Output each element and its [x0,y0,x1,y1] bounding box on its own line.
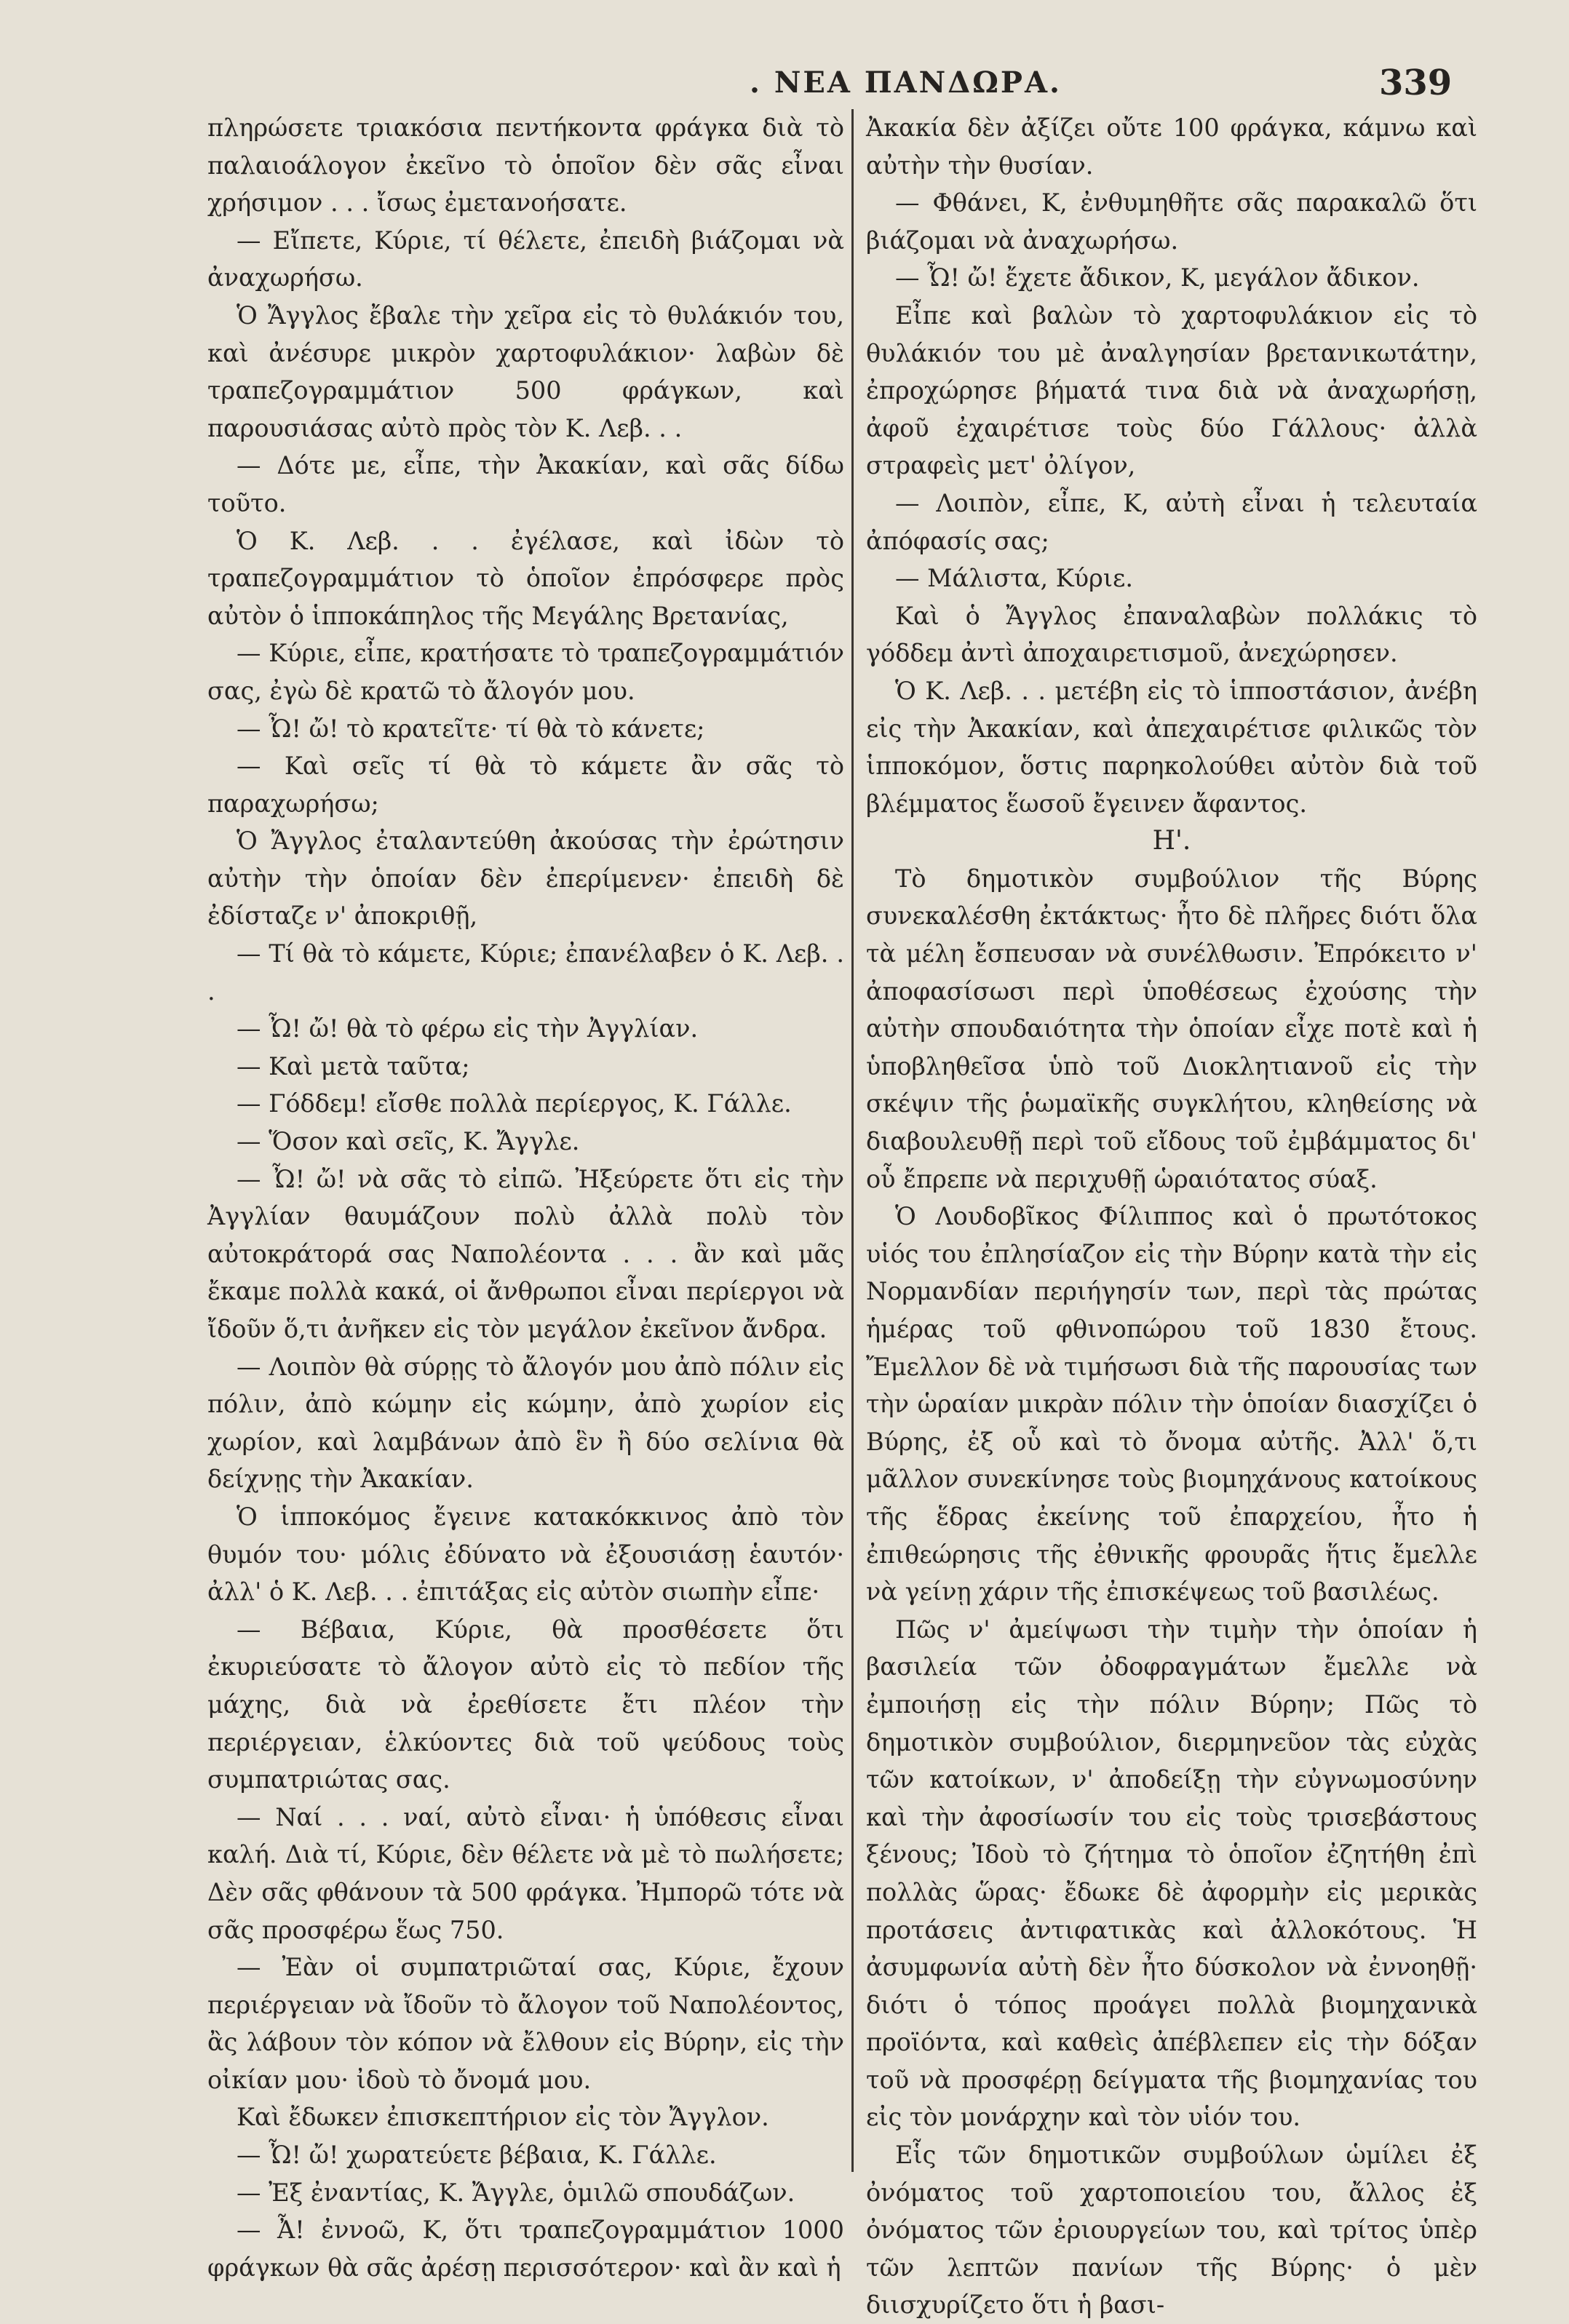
paragraph: Ὁ Κ. Λεβ. . . μετέβη εἰς τὸ ἱπποστάσιον, ἀνέβη εἰς τὴν Ἀκακίαν, καὶ ἀπεχαιρέτισε φιλικῶς τὸν ἱπποκόμον, ὅστις παρηκολούθει αὐτὸν διὰ τοῦ βλέμματος ἕωσοῦ ἔγεινεν ἄφαντος. [866,676,1477,818]
paragraph: Εἶπε καὶ βαλὼν τὸ χαρτοφυλάκιον εἰς τὸ θυλάκιόν του μὲ ἀναλγησίαν βρετανικωτάτην, ἐπροχώρησε βήματά τινα διὰ νὰ ἀναχωρήσῃ, ἀφοῦ ἐχαιρέτισε τοὺς δύο Γάλλους· ἀλλὰ στραφεὶς μετ' ὀλίγον, [866,301,1477,480]
paragraph: Καὶ ἔδωκεν ἐπισκεπτήριον εἰς τὸν Ἄγγλον. [237,2103,769,2132]
right-column-bottom-text [866,860,1477,2324]
paragraph: — Ὦ! ὤ! ἔχετε ἄδικον, Κ, μεγάλον ἄδικον. [895,263,1420,293]
paragraph: — Καὶ μετὰ ταῦτα; [237,1051,470,1081]
paragraph: — Ὦ! ὤ! χωρατεύετε βέβαια, Κ. Γάλλε. [237,2141,717,2170]
paragraph: Πῶς ν' ἀμείψωσι τὴν τιμὴν τὴν ὁποίαν ἡ βασιλεία τῶν ὀδοφραγμάτων ἔμελλε νὰ ἐμποιήσῃ εἰς τὴν πόλιν Βύρην; Πῶς τὸ δημοτικὸν συμβούλιον, διερμηνεῦον τὰς εὐχὰς τῶν κατοίκων, ν' ἀποδείξῃ τὴν εὐγνωμοσύνην καὶ τὴν ἀφοσίωσίν του εἰς τοὺς τρισεβάστους ξένους; Ἰδοὺ τὸ ζήτημα τὸ ὁποῖον ἐζητήθη ἐπὶ πολλὰς ὥρας· ἔδωκε δὲ ἀφορμὴν εἰς μερικὰς προτάσεις ἀντιφατικὰς καὶ ἀλλοκότους. Ἡ ἀσυμφωνία αὐτὴ δὲν ἦτο δύσκολον νὰ ἐννοηθῇ· διότι ὁ τόπος προάγει πολλὰ βιομηχανικὰ προϊόντα, καὶ καθεὶς ἀπέβλεπεν εἰς τὴν δόξαν τοῦ νὰ προσφέρῃ δείγματα τῆς βιομηχανίας του εἰς τὸν μονάρχην καὶ τὸν υἱόν του. [866,1615,1477,2132]
page-header [0,58,1569,116]
paragraph: Εἷς τῶν δημοτικῶν συμβούλων ὡμίλει ἐξ ὀνόματος τοῦ χαρτοποιείου του, ἄλλος ἐξ ὀνόματος τῶν ἐριουργείων του, καὶ τρίτος ὑπὲρ τῶν λεπτῶν πανίων τῆς Βύρης· ὁ μὲν διισχυρίζετο ὅτι ἡ βασι- [866,2141,1477,2320]
running-title: . ΝΕΑ ΠΑΝΔΩΡΑ. [750,65,1062,100]
paragraph: — Ἆ! ἐννοῶ, Κ, ὅτι τραπεζογραμμάτιον 1000 φράγκων θὰ σᾶς ἀρέσῃ περισσότερον· καὶ ἂν καὶ ἡ [207,2216,844,2282]
paragraph: — Λοιπὸν θὰ σύρῃς τὸ ἄλογόν μου ἀπὸ πόλιν εἰς πόλιν, ἀπὸ κώμην εἰς κώμην, ἀπὸ χωρίον εἰς χωρίον, καὶ λαμβάνων ἀπὸ ἓν ἢ δύο σελίνια θὰ δείχνῃς τὴν Ἀκακίαν. [207,1352,844,1494]
paragraph: — Εἴπετε, Κύριε, τί θέλετε, ἐπειδὴ βιάζομαι νὰ ἀναχωρήσω. [207,226,844,293]
paragraph: — Ὦ! ὤ! τὸ κρατεῖτε· τί θὰ τὸ κάνετε; [237,714,705,743]
paragraph: Τὸ δημοτικὸν συμβούλιον τῆς Βύρης συνεκαλέσθη ἐκτάκτως· ἦτο δὲ πλῆρες διότι ὅλα τὰ μέλη ἔσπευσαν νὰ συνέλθωσιν. Ἐπρόκειτο ν' ἀποφασίσωσι περὶ ὑποθέσεως ἐχούσης τὴν αὐτὴν σπουδαιότητα τὴν ὁποίαν εἶχε ποτὲ καὶ ἡ ὑποβληθεῖσα ὑπὸ τοῦ Διοκλητιανοῦ εἰς τὴν σκέψιν τῆς ῥωμαϊκῆς συγκλήτου, κληθείσης νὰ διαβουλευθῇ περὶ τοῦ εἴδους τοῦ ἐμβάμματος δι' οὗ ἔπρεπε νὰ περιχυθῇ ὡραιότατος σύαξ. [866,864,1477,1193]
paragraph: — Κύριε, εἶπε, κρατήσατε τὸ τραπεζογραμμάτιόν σας, ἐγὼ δὲ κρατῶ τὸ ἄλογόν μου. [207,639,844,705]
paragraph: Καὶ ὁ Ἄγγλος ἐπαναλαβὼν πολλάκις τὸ γόδδεμ ἀντὶ ἀποχαιρετισμοῦ, ἀνεχώρησεν. [866,601,1477,668]
column-divider [851,109,854,2172]
paragraph: Ὁ ἱπποκόμος ἔγεινε κατακόκκινος ἀπὸ τὸν θυμόν του· μόλις ἐδύνατο νὰ ἐξουσιάσῃ ἑαυτόν· ἀλλ' ὁ Κ. Λεβ. . . ἐπιτάξας εἰς αὐτὸν σιωπὴν εἶπε· [207,1502,844,1607]
paragraph: — Ναί . . . ναί, αὐτὸ εἶναι· ἡ ὑπόθεσις εἶναι καλή. Διὰ τί, Κύριε, δὲν θέλετε νὰ μὲ τὸ πωλήσετε; Δὲν σᾶς φθάνουν τὰ 500 φράγκα. Ἠμπορῶ τότε νὰ σᾶς προσφέρω ἕως 750. [207,1802,844,1944]
paragraph: — Φθάνει, Κ, ἐνθυμηθῆτε σᾶς παρακαλῶ ὅτι βιάζομαι νὰ ἀναχωρήσω. [866,188,1477,255]
paragraph: Ὁ Ἄγγλος ἐταλαντεύθη ἀκούσας τὴν ἐρώτησιν αὐτὴν τὴν ὁποίαν δὲν ἐπερίμενεν· ἐπειδὴ δὲ ἐδίσταζε ν' ἀποκριθῇ, [207,827,844,931]
paragraph: — Τί θὰ τὸ κάμετε, Κύριε; ἐπανέλαβεν ὁ Κ. Λεβ. . . [207,939,844,1006]
page-number: 339 [1379,63,1453,103]
paragraph: — Βέβαια, Κύριε, θὰ προσθέσετε ὅτι ἐκυριεύσατε τὸ ἄλογον αὐτὸ εἰς τὸ πεδίον τῆς μάχης, διὰ νὰ ἐρεθίσετε ἔτι πλέον τὴν περιέργειαν, ἑλκύοντες διὰ τοῦ ψεύδους τοὺς συμπατριώτας σας. [207,1615,844,1794]
paragraph: — Ἐξ ἐναντίας, Κ. Ἄγγλε, ὁμιλῶ σπουδάζων. [237,2178,795,2207]
paragraph: — Δότε με, εἶπε, τὴν Ἀκακίαν, καὶ σᾶς δίδω τοῦτο. [207,451,844,517]
paragraph: Ὁ Λουδοβῖκος Φίλιππος καὶ ὁ πρωτότοκος υἱός του ἐπλησίαζον εἰς τὴν Βύρην κατὰ τὴν εἰς Νορμανδίαν περιήγησίν των, περὶ τὰς πρώτας ἡμέρας τοῦ φθινοπώρου τοῦ 1830 ἔτους. Ἔμελλον δὲ νὰ τιμήσωσι διὰ τῆς παρουσίας των τὴν ὡραίαν μικρὰν πόλιν τὴν ὁποίαν διασχίζει ὁ Βύρης, ἐξ οὗ καὶ τὸ ὄνομα αὐτῆς. Ἀλλ' ὅ,τι μᾶλλον συνεκίνησε τοὺς βιομηχάνους κατοίκους τῆς ἕδρας ἐκείνης τοῦ ἐπαρχείου, ἦτο ἡ ἐπιθεώρησις τῆς ἐθνικῆς φρουρᾶς ἥτις ἔμελλε νὰ γείνῃ χάριν τῆς ἐπισκέψεως τοῦ βασιλέως. [866,1202,1477,1607]
paragraph: — Λοιπὸν, εἶπε, Κ, αὐτὴ εἶναι ἡ τελευταία ἀπόφασίς σας; [866,488,1477,555]
paragraph: — Ὅσον καὶ σεῖς, Κ. Ἄγγλε. [237,1127,580,1156]
paragraph: Ὁ Κ. Λεβ. . . ἐγέλασε, καὶ ἰδὼν τὸ τραπεζογραμμάτιον τὸ ὁποῖον ἐπρόσφερε πρὸς αὐτὸν ὁ ἱπποκάπηλος τῆς Μεγάλης Βρετανίας, [207,526,844,630]
paragraph: — Ἐὰν οἱ συμπατριῶταί σας, Κύριε, ἔχουν περιέργειαν νὰ ἴδοῦν τὸ ἄλογον τοῦ Ναπολέοντος, ἂς λάβουν τὸν κόπον νὰ ἔλθουν εἰς Βύρην, εἰς τὴν οἰκίαν μου· ἰδοὺ τὸ ὄνομά μου. [207,1953,844,2094]
paragraph: — Ὦ! ὤ! νὰ σᾶς τὸ εἰπῶ. Ἠξεύρετε ὅτι εἰς τὴν Ἀγγλίαν θαυμάζουν πολὺ ἀλλὰ πολὺ τὸν αὐτοκράτορά σας Ναπολέοντα . . . ἂν καὶ μᾶς ἔκαμε πολλὰ κακά, οἱ ἄνθρωποι εἶναι περίεργοι νὰ ἴδοῦν ὅ,τι ἀνῆκεν εἰς τὸν μεγάλον ἐκεῖνον ἄνδρα. [207,1164,844,1343]
paragraph: — Ὦ! ὤ! θὰ τὸ φέρω εἰς τὴν Ἀγγλίαν. [237,1014,699,1043]
left-column [207,109,844,2282]
paragraph: πληρώσετε τριακόσια πεντήκοντα φράγκα διὰ τὸ παλαιοάλογον ἐκεῖνο τὸ ὁποῖον δὲν σᾶς εἶναι χρήσιμον . . . ἴσως ἐμετανοήσατε. [207,114,844,218]
right-column-top-text [866,109,1477,822]
paragraph: — Μάλιστα, Κύριε. [895,564,1133,593]
paragraph: — Γόδδεμ! εἴσθε πολλὰ περίεργος, Κ. Γάλλε. [237,1089,792,1118]
paragraph: Ἀκακία δὲν ἀξίζει οὔτε 100 φράγκα, κάμνω καὶ αὐτὴν τὴν θυσίαν. [866,114,1477,180]
section-heading: Η'. [1152,826,1191,856]
paragraph: — Καὶ σεῖς τί θὰ τὸ κάμετε ἂν σᾶς τὸ παραχωρήσω; [207,752,844,818]
right-column [866,109,1477,2320]
paragraph: Ὁ Ἄγγλος ἔβαλε τὴν χεῖρα εἰς τὸ θυλάκιόν του, καὶ ἀνέσυρε μικρὸν χαρτοφυλάκιον· λαβὼν δὲ τραπεζογραμμάτιον 500 φράγκων, καὶ παρουσιάσας αὐτὸ πρὸς τὸν Κ. Λεβ. . . [207,301,844,442]
